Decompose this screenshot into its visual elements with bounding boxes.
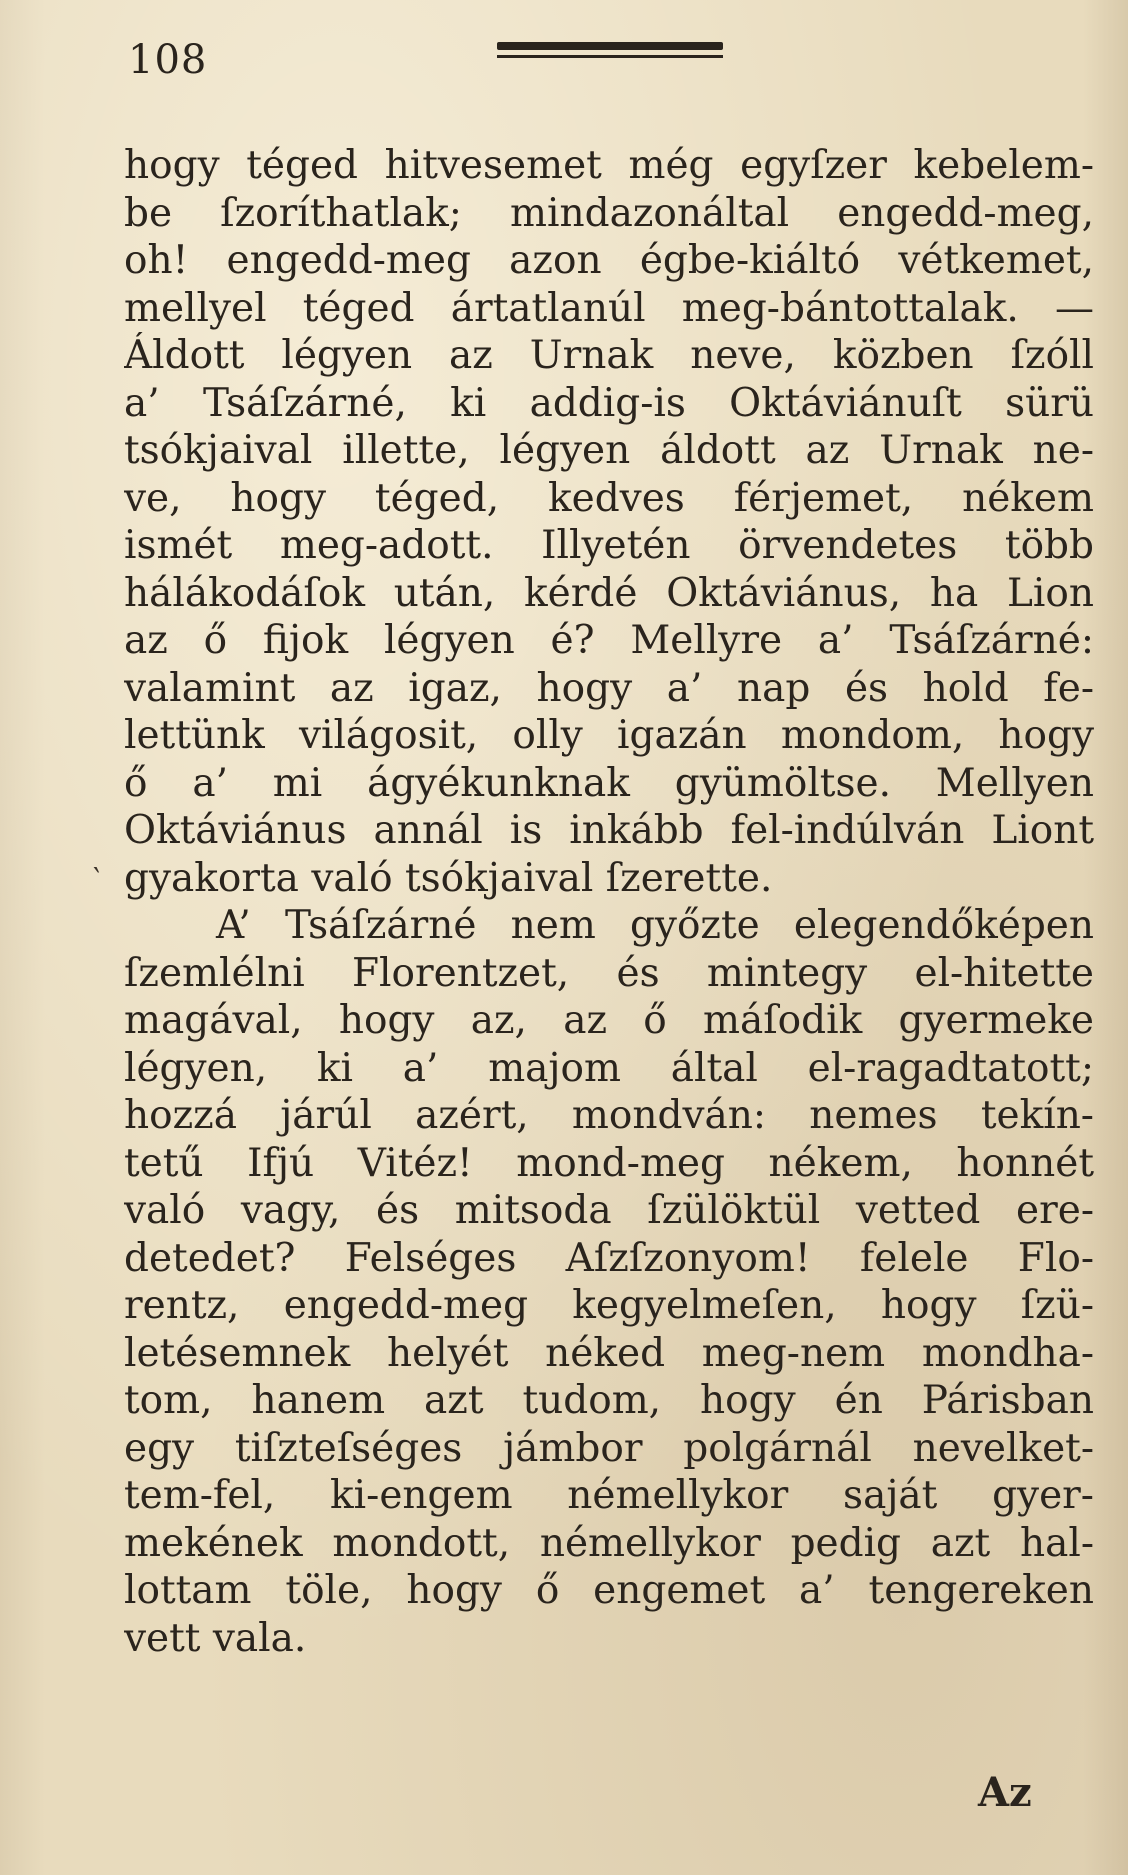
text-line: tsókjaival illette, légyen áldott az Urnak ne- [124, 428, 1094, 473]
text-line: hozzá járúl azért, mondván: nemes tekín- [124, 1093, 1094, 1138]
text-line: vett vala. [124, 1615, 307, 1661]
text-line: mekének mondott, némellykor pedig azt hal- [124, 1520, 1094, 1566]
header-ornament-rule [497, 40, 723, 64]
text-line: be ſzoríthatlak; mindazonáltal engedd-meg, [124, 190, 1094, 236]
text-line: rentz, engedd-meg kegyelmeſen, hogy ſzü- [124, 1283, 1094, 1328]
text-line: letésemnek helyét néked meg-nem mondha- [124, 1330, 1094, 1376]
ornament-thick-bar [497, 42, 723, 50]
text-line: oh! engedd-meg azon égbe-kiáltó vétkemet, [124, 238, 1094, 283]
text-line: ſzemlélni Florentzet, és mintegy el-hitette [124, 950, 1094, 996]
text-line: Áldott légyen az Urnak neve, közben ſzóll [124, 333, 1094, 378]
page-number: 108 [128, 37, 208, 83]
text-line: tom, hanem azt tudom, hogy én Párisban [124, 1378, 1094, 1423]
ornament-thin-bar [497, 55, 723, 58]
text-line: ismét meg-adott. Illyetén örvendetes több [124, 523, 1094, 568]
text-line: tetű Ifjú Vitéz! mond-meg nékem, honnét [124, 1140, 1094, 1186]
text-line: magával, hogy az, az ő máſodik gyermeke [124, 998, 1094, 1043]
text-line: tem-fel, ki-engem némellykor saját gyer- [124, 1473, 1094, 1518]
text-line: ő a’ mi ágyékunknak gyümöltse. Mellyen [124, 760, 1094, 806]
text-line: valamint az igaz, hogy a’ nap és hold fe- [124, 665, 1094, 711]
text-line: A’ Tsáſzárné nem győzte elegendőképen [216, 903, 1094, 948]
text-line: a’ Tsáſzárné, ki addig-is Oktáviánuſt sürü [124, 380, 1094, 426]
body-text [124, 142, 1094, 1662]
text-line: hogy téged hitvesemet még egyſzer kebelem- [124, 143, 1094, 188]
text-line: Oktáviánus annál is inkább fel-indúlván Liont [124, 808, 1094, 853]
margin-mark: ‵ [93, 862, 100, 897]
text-line: az ő fijok légyen é? Mellyre a’ Tsáſzárné: [124, 618, 1094, 663]
text-line: mellyel téged ártatlanúl meg-bántottalak. — [124, 285, 1094, 331]
text-line: detedet? Felséges Aſzſzonyom! felele Flo- [124, 1235, 1094, 1281]
catchword: Az [978, 1769, 1032, 1816]
text-line: légyen, ki a’ majom által el-ragadtatott; [124, 1045, 1094, 1091]
text-line: lettünk világosit, olly igazán mondom, hogy [124, 713, 1094, 758]
text-line: egy tiſzteſséges jámbor polgárnál nevelket- [124, 1425, 1094, 1471]
text-line: lottam töle, hogy ő engemet a’ tengereken [124, 1568, 1094, 1613]
text-line: ve, hogy téged, kedves férjemet, nékem [124, 475, 1094, 521]
text-line: hálákodáſok után, kérdé Oktáviánus, ha Lion [124, 570, 1094, 616]
text-line: gyakorta való tsókjaival ſzerette. [124, 855, 773, 901]
text-line: való vagy, és mitsoda ſzülöktül vetted ere- [124, 1188, 1094, 1233]
